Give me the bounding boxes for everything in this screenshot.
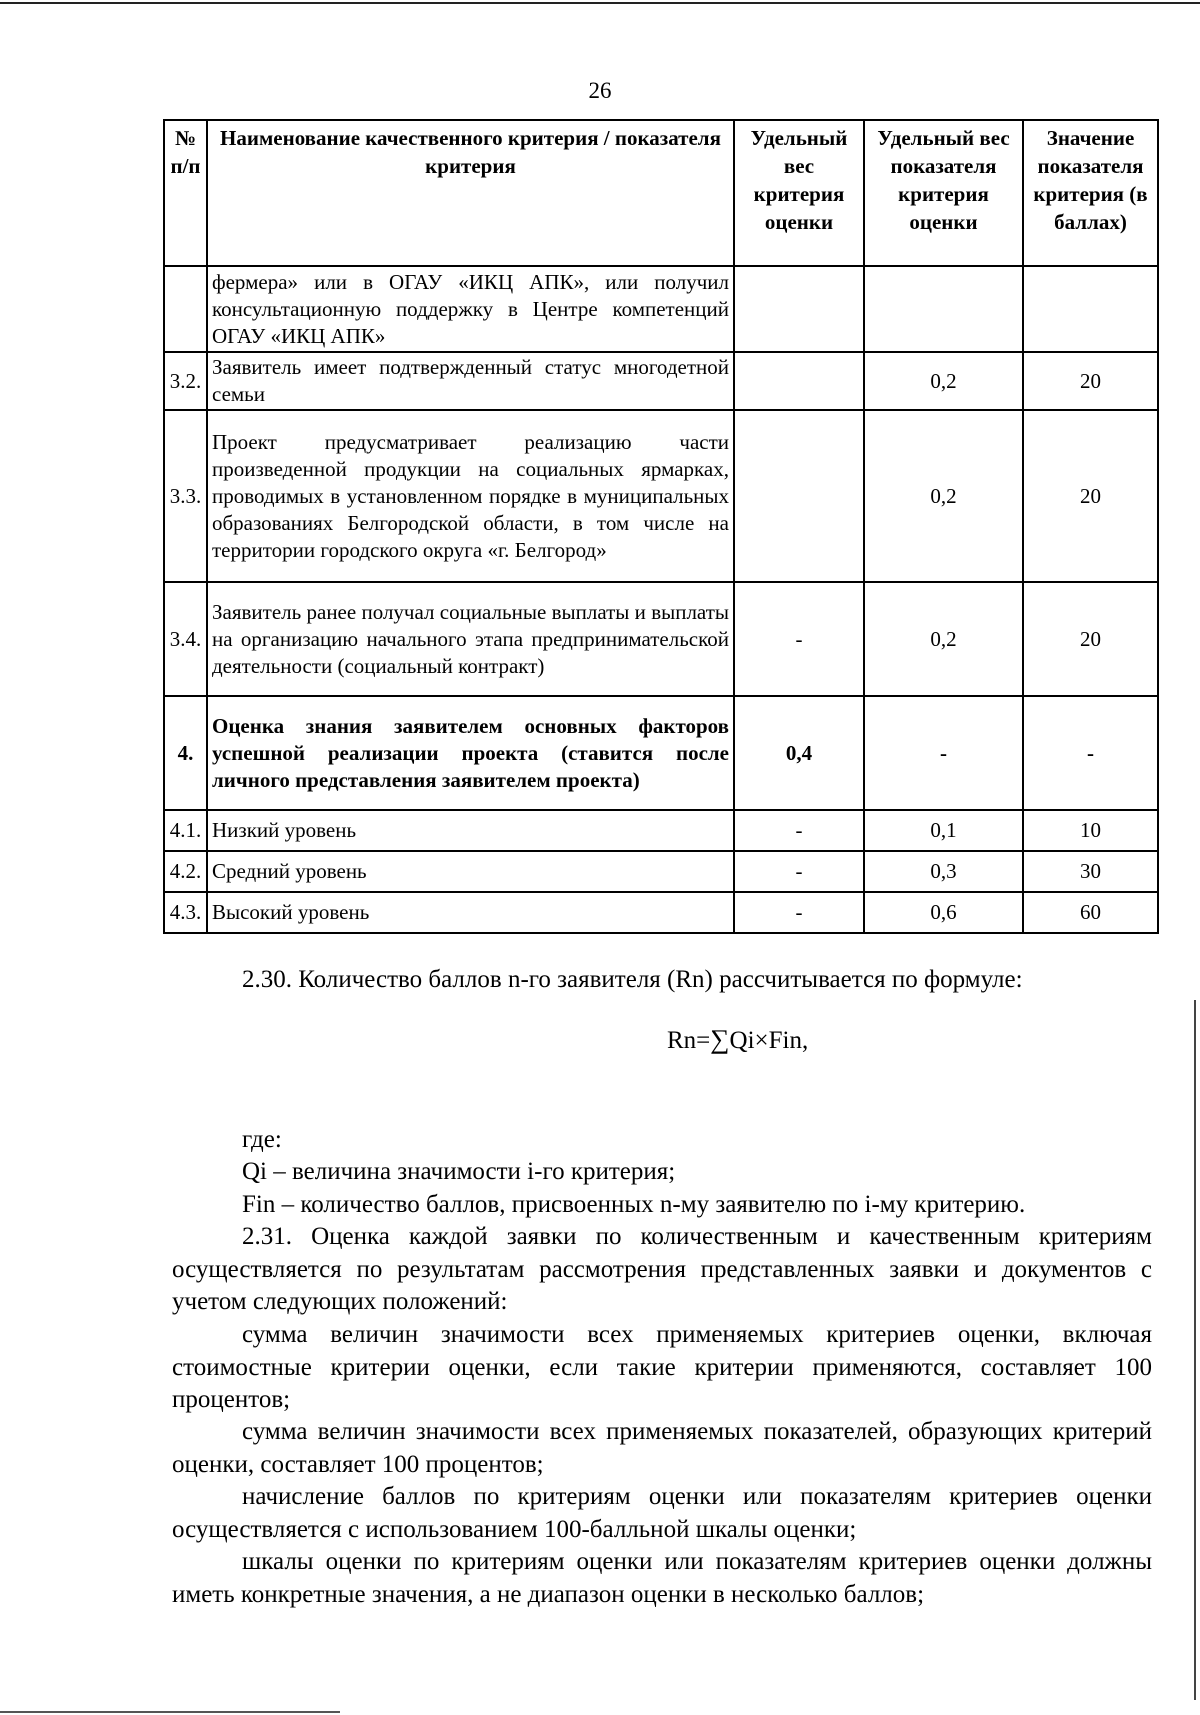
row-criterion-name: Проект предусматривает реализацию части произведенной продукции на социальных ярмарках, проводимых в установленном порядке в муниципальных образованиях Белгородской области, в том числе на территории городского округа «г. Белгород» xyxy=(207,410,734,582)
where-label: где: xyxy=(242,1126,282,1153)
row-indicator-value: 30 xyxy=(1023,851,1158,892)
header-criterion-weight: Удельный вес критерия оценки xyxy=(734,120,864,266)
row-number: 4. xyxy=(164,696,207,810)
row-criterion-weight xyxy=(734,266,864,352)
row-criterion-name: Заявитель ранее получал социальные выплаты и выплаты на организацию начального этапа предпринимательской деятельности (социальный контракт) xyxy=(207,582,734,696)
row-indicator-value xyxy=(1023,266,1158,352)
definition-fin: Fin – количество баллов, присвоенных n-му заявителю по i-му критерию. xyxy=(242,1191,1026,1218)
row-criterion-name: Заявитель имеет подтвержденный статус многодетной семьи xyxy=(207,352,734,410)
row-number: 3.2. xyxy=(164,352,207,410)
list-item: сумма величин значимости всех применяемых критериев оценки, включая стоимостные критерии оценки, если такие критерии применяются, составляет 100 процентов; xyxy=(172,1321,1152,1413)
row-criterion-weight xyxy=(734,352,864,410)
header-criterion-name: Наименование качественного критерия / показателя критерия xyxy=(207,120,734,266)
row-criterion-name: Низкий уровень xyxy=(207,810,734,851)
paragraph-2-31: 2.31. Оценка каждой заявки по количественным и качественным критериям осуществляется по результатам рассмотрения представленных заявки и документов с учетом следующих положений: xyxy=(172,1223,1152,1315)
header-indicator-value: Значение показателя критерия (в баллах) xyxy=(1023,120,1158,266)
list-item: шкалы оценки по критериям оценки или показателям критериев оценки должны иметь конкретные значения, а не диапазон оценки в несколько баллов; xyxy=(172,1548,1152,1608)
definition-qi: Qi – величина значимости i-го критерия; xyxy=(242,1158,676,1185)
row-number: 3.4. xyxy=(164,582,207,696)
list-item: сумма величин значимости всех применяемых показателей, образующих критерий оценки, составляет 100 процентов; xyxy=(172,1418,1152,1478)
row-indicator-value: 20 xyxy=(1023,352,1158,410)
scan-edge-top xyxy=(0,2,1200,4)
list-item: начисление баллов по критериям оценки или показателям критериев оценки осуществляется с использованием 100-балльной шкалы оценки; xyxy=(172,1483,1152,1543)
row-criterion-name: Оценка знания заявителем основных факторов успешной реализации проекта (ставится после личного представления заявителем проекта) xyxy=(207,696,734,810)
table-row xyxy=(164,810,1158,851)
row-indicator-weight: 0,2 xyxy=(864,582,1023,696)
row-indicator-value: 10 xyxy=(1023,810,1158,851)
row-number xyxy=(164,266,207,352)
scan-edge-right xyxy=(1194,1000,1196,1700)
row-indicator-weight: 0,3 xyxy=(864,851,1023,892)
scan-edge-bottom xyxy=(0,1711,340,1713)
table-row xyxy=(164,352,1158,410)
table-row xyxy=(164,410,1158,582)
row-criterion-weight: 0,4 xyxy=(734,696,864,810)
paragraph-2-30: 2.30. Количество баллов n-го заявителя (Rn) рассчитывается по формуле: xyxy=(242,966,1023,993)
row-criterion-weight: - xyxy=(734,582,864,696)
row-indicator-value: - xyxy=(1023,696,1158,810)
row-indicator-value: 60 xyxy=(1023,892,1158,933)
table-row xyxy=(164,892,1158,933)
header-number: № п/п xyxy=(164,120,207,266)
row-indicator-value: 20 xyxy=(1023,582,1158,696)
row-criterion-weight: - xyxy=(734,810,864,851)
row-criterion-name: фермера» или в ОГАУ «ИКЦ АПК», или получил консультационную поддержку в Центре компетенций ОГАУ «ИКЦ АПК» xyxy=(207,266,734,352)
row-criterion-name: Средний уровень xyxy=(207,851,734,892)
row-criterion-name: Высокий уровень xyxy=(207,892,734,933)
formula-right: Qi×Fin, xyxy=(729,1027,809,1054)
row-indicator-weight: 0,2 xyxy=(864,352,1023,410)
row-number: 4.2. xyxy=(164,851,207,892)
table-row xyxy=(164,266,1158,352)
row-number: 4.1. xyxy=(164,810,207,851)
table-row xyxy=(164,851,1158,892)
row-criterion-weight xyxy=(734,410,864,582)
formula-left: Rn= xyxy=(667,1027,711,1054)
sigma-symbol: ∑ xyxy=(710,1024,730,1054)
page-number: 26 xyxy=(588,78,612,103)
row-criterion-weight: - xyxy=(734,851,864,892)
row-indicator-weight xyxy=(864,266,1023,352)
score-formula xyxy=(667,1024,808,1055)
table-header-row xyxy=(164,120,1158,266)
row-indicator-weight: 0,1 xyxy=(864,810,1023,851)
table-row xyxy=(164,582,1158,696)
row-indicator-value: 20 xyxy=(1023,410,1158,582)
row-indicator-weight: - xyxy=(864,696,1023,810)
row-number: 4.3. xyxy=(164,892,207,933)
row-criterion-weight: - xyxy=(734,892,864,933)
row-indicator-weight: 0,6 xyxy=(864,892,1023,933)
table-row xyxy=(164,696,1158,810)
row-indicator-weight: 0,2 xyxy=(864,410,1023,582)
row-number: 3.3. xyxy=(164,410,207,582)
criteria-table xyxy=(163,119,1159,934)
header-indicator-weight: Удельный вес показателя критерия оценки xyxy=(864,120,1023,266)
